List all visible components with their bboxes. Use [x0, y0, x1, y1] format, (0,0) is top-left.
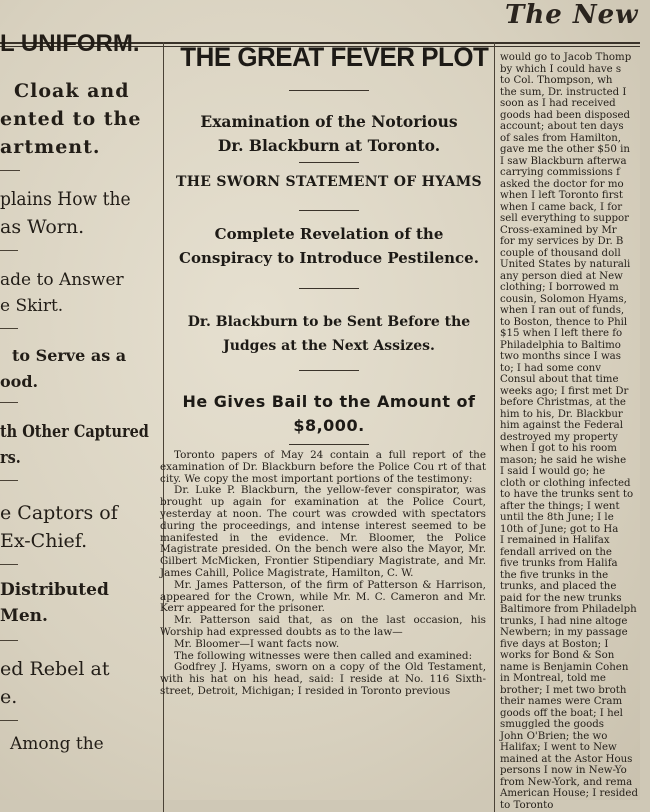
- left-separator: [0, 564, 18, 565]
- right-column-line: to have the trunks sent to: [500, 489, 634, 500]
- right-column-line: United States by naturali: [500, 259, 631, 270]
- right-column-line: for my services by Dr. B: [500, 236, 624, 247]
- right-column-line: couple of thousand doll: [500, 247, 621, 259]
- left-deck-cloak: Cloak and: [14, 80, 130, 102]
- article-paragraph: Dr. Luke P. Blackburn, the yellow-fever conspirator, was brought up again for examination at the Police Court, yesterday at noon. The court was crowded with spectators during the proceedings, and intense interest seemed to be manifested in the evidence. Mr. Bloomer, the Police Magistrate presided. On the bench were also the Mayor, Mr. Gilbert McMicken, Frontier Stipendiary Magistrate, and Mr. James Cahill, Police Magistrate, Hamilton, C. W.: [160, 484, 486, 579]
- right-column-line: their names were Cram: [500, 696, 623, 707]
- left-deck-serve: to Serve as a: [12, 346, 127, 365]
- article-headline: THE GREAT FEVER PLOT: [180, 42, 489, 72]
- left-headline-uniform: L UNIFORM.: [0, 30, 140, 57]
- right-column-line: when I came back, I for: [500, 201, 623, 213]
- column-rule-right: [494, 42, 495, 812]
- right-column-line: Baltimore from Philadelph: [500, 604, 637, 615]
- right-column-line: goods had been disposed: [500, 109, 630, 121]
- right-column-line: by which I could have s: [500, 63, 622, 75]
- left-separator: [0, 720, 18, 721]
- right-column-line: mained at the Astor Hous: [500, 753, 633, 765]
- article-paragraph: The following witnesses were then called and examined:: [174, 649, 473, 662]
- right-column-line: the five trunks in the: [500, 569, 609, 581]
- deck-complete-revelation: Complete Revelation of the Conspiracy to Introduce Pestilence.: [179, 225, 479, 267]
- left-deck-captured-2: rs.: [0, 448, 21, 468]
- right-column-line: I remained in Halifax: [500, 535, 610, 546]
- left-separator: [0, 640, 18, 641]
- left-deck-explains: plains How the: [0, 188, 131, 210]
- right-column-line: destroyed my property: [500, 431, 618, 443]
- article-paragraph: Mr. Patterson said that, as on the last occasion, his Worship had expressed doubts as to the law—: [160, 614, 486, 638]
- right-column-line: works for Bond & Son: [500, 650, 615, 661]
- left-deck-answer-2: e Skirt.: [0, 296, 64, 316]
- right-column: [500, 52, 650, 812]
- deck-before-judges: Dr. Blackburn to be Sent Before the Judges at the Next Assizes.: [187, 314, 471, 354]
- article-paragraph: Godfrey J. Hyams, sworn on a copy of the Old Testament, with his hat on his head, said: I reside at No. 116 Sixth-street, Detroit, Michigan; I resided in Toronto previous: [160, 661, 486, 697]
- article-paragraph: Mr. Bloomer—I want facts now.: [174, 637, 340, 650]
- right-column-line: five days at Boston; I: [500, 638, 609, 650]
- right-column-line: two months since I was: [500, 351, 621, 362]
- left-separator: [0, 480, 18, 481]
- right-column-line: John O'Brien; the wo: [500, 730, 608, 742]
- deck-examination: Examination of the Notorious Dr. Blackburn at Toronto.: [200, 112, 458, 155]
- left-separator: [0, 328, 18, 329]
- right-column-line: goods off the boat; I hel: [500, 707, 623, 719]
- left-deck-rebel: ed Rebel at: [0, 658, 110, 680]
- left-separator: [0, 402, 18, 403]
- right-column-line: American House; I resided: [500, 788, 638, 799]
- deck-rule: [299, 288, 359, 289]
- right-column-line: before Christmas, at the: [500, 397, 626, 408]
- masthead: The New: [505, 0, 639, 30]
- right-column-line: him against the Federal: [500, 420, 623, 431]
- left-deck-captors-2: Ex-Chief.: [0, 530, 88, 552]
- article-paragraph: Mr. James Patterson, of the firm of Patterson & Harrison, appeared for the Crown, while Mr. M. C. Cameron and Mr. Kerr appeared for the prisoner.: [160, 578, 486, 615]
- right-column-line: five trunks from Halifa: [500, 558, 618, 569]
- right-column-line: cousin, Solomon Hyams,: [500, 293, 627, 305]
- right-column-line: Halifax; I went to New: [500, 742, 617, 753]
- deck-rule: [299, 210, 359, 211]
- right-column-line: the sum, Dr. instructed I: [500, 86, 627, 98]
- right-column-line: brother; I met two broth: [500, 684, 627, 696]
- article-paragraph: Toronto papers of May 24 contain a full report of the examination of Dr. Blackburn before the Police Cou rt of that city. We copy the most important portions of the testimony:: [160, 449, 486, 485]
- left-deck-answer: ade to Answer: [0, 270, 124, 290]
- left-deck-explains-2: as Worn.: [0, 216, 85, 238]
- right-column-line: Cross-examined by Mr: [500, 224, 617, 236]
- left-deck-cloak-2: ented to the: [0, 108, 142, 130]
- left-deck-distributed: Distributed: [0, 580, 109, 600]
- right-column-line: paid for the new trunks: [500, 592, 622, 604]
- right-column-line: of sales from Hamilton,: [500, 132, 622, 144]
- right-column-line: after the things; I went: [500, 500, 620, 512]
- right-column-line: weeks ago; I first met Dr: [500, 385, 629, 397]
- article-body: [160, 450, 486, 698]
- right-column-line: to; I had some conv: [500, 362, 601, 374]
- right-column-line: from New-York, and rema: [500, 776, 633, 788]
- right-column-line: clothing; I borrowed m: [500, 282, 619, 293]
- right-column-line: fendall arrived on the: [500, 546, 612, 558]
- right-column-line: trunks, and placed the: [500, 581, 617, 592]
- deck-rule: [299, 370, 359, 371]
- right-column-line: account; about ten days: [500, 121, 624, 132]
- right-column-line: asked the doctor for mo: [500, 178, 624, 190]
- left-column: [0, 28, 160, 808]
- deck-rule: [299, 162, 359, 163]
- deck-bail: He Gives Bail to the Amount of $8,000.: [182, 392, 476, 435]
- right-column-line: smuggled the goods: [500, 719, 604, 730]
- right-column-line: him to his, Dr. Blackbur: [500, 408, 623, 420]
- right-column-line: sell everything to suppor: [500, 213, 629, 224]
- left-deck-captured: th Other Captured: [0, 422, 149, 442]
- right-column-line: when I ran out of funds,: [500, 305, 625, 316]
- left-deck-distributed-2: Men.: [0, 606, 48, 626]
- right-column-line: $15 when I left there fo: [500, 328, 623, 339]
- right-column-line: when I got to his room: [500, 443, 617, 454]
- left-separator: [0, 250, 18, 251]
- deck-sworn-statement: THE SWORN STATEMENT OF HYAMS: [176, 174, 482, 190]
- right-column-line: Philadelphia to Baltimo: [500, 339, 621, 351]
- right-column-line: I saw Blackburn afterwa: [500, 155, 627, 167]
- left-separator: [0, 170, 20, 171]
- right-column-line: to Boston, thence to Phil: [500, 316, 628, 328]
- deck-rule: [289, 444, 369, 445]
- right-column-line: 10th of June; got to Ha: [500, 523, 619, 535]
- right-column-line: any person died at New: [500, 270, 623, 282]
- right-column-line: mason; he said he wishe: [500, 454, 627, 466]
- left-deck-captors: e Captors of: [0, 502, 118, 524]
- left-deck-rebel-2: e.: [0, 686, 18, 708]
- right-column-line: Consul about that time: [500, 374, 619, 385]
- right-column-line: name is Benjamin Cohen: [500, 661, 629, 673]
- right-column-line: Newbern; in my passage: [500, 627, 628, 638]
- left-deck-serve-2: ood.: [0, 372, 39, 391]
- right-column-line: carrying commissions f: [500, 167, 620, 178]
- right-column-line: cloth or clothing infected: [500, 477, 631, 489]
- left-deck-among: Among the: [10, 734, 104, 754]
- right-column-line: when I left Toronto first: [500, 190, 623, 201]
- right-column-line: I said I would go; he: [500, 466, 606, 477]
- left-deck-cloak-3: artment.: [0, 136, 101, 158]
- right-column-line: persons I now in New-Yo: [500, 765, 627, 776]
- headline-rule: [289, 90, 369, 91]
- right-column-line: until the 8th June; I le: [500, 512, 614, 523]
- right-column-line: trunks, I had nine altoge: [500, 615, 628, 627]
- right-column-line: in Montreal, told me: [500, 673, 606, 684]
- right-column-line: to Toronto: [500, 799, 554, 811]
- right-column-line: soon as I had received: [500, 98, 616, 109]
- right-column-line: gave me the other $50 in: [500, 144, 630, 155]
- right-column-line: to Col. Thompson, wh: [500, 75, 613, 86]
- right-column-line: would go to Jacob Thomp: [500, 52, 632, 63]
